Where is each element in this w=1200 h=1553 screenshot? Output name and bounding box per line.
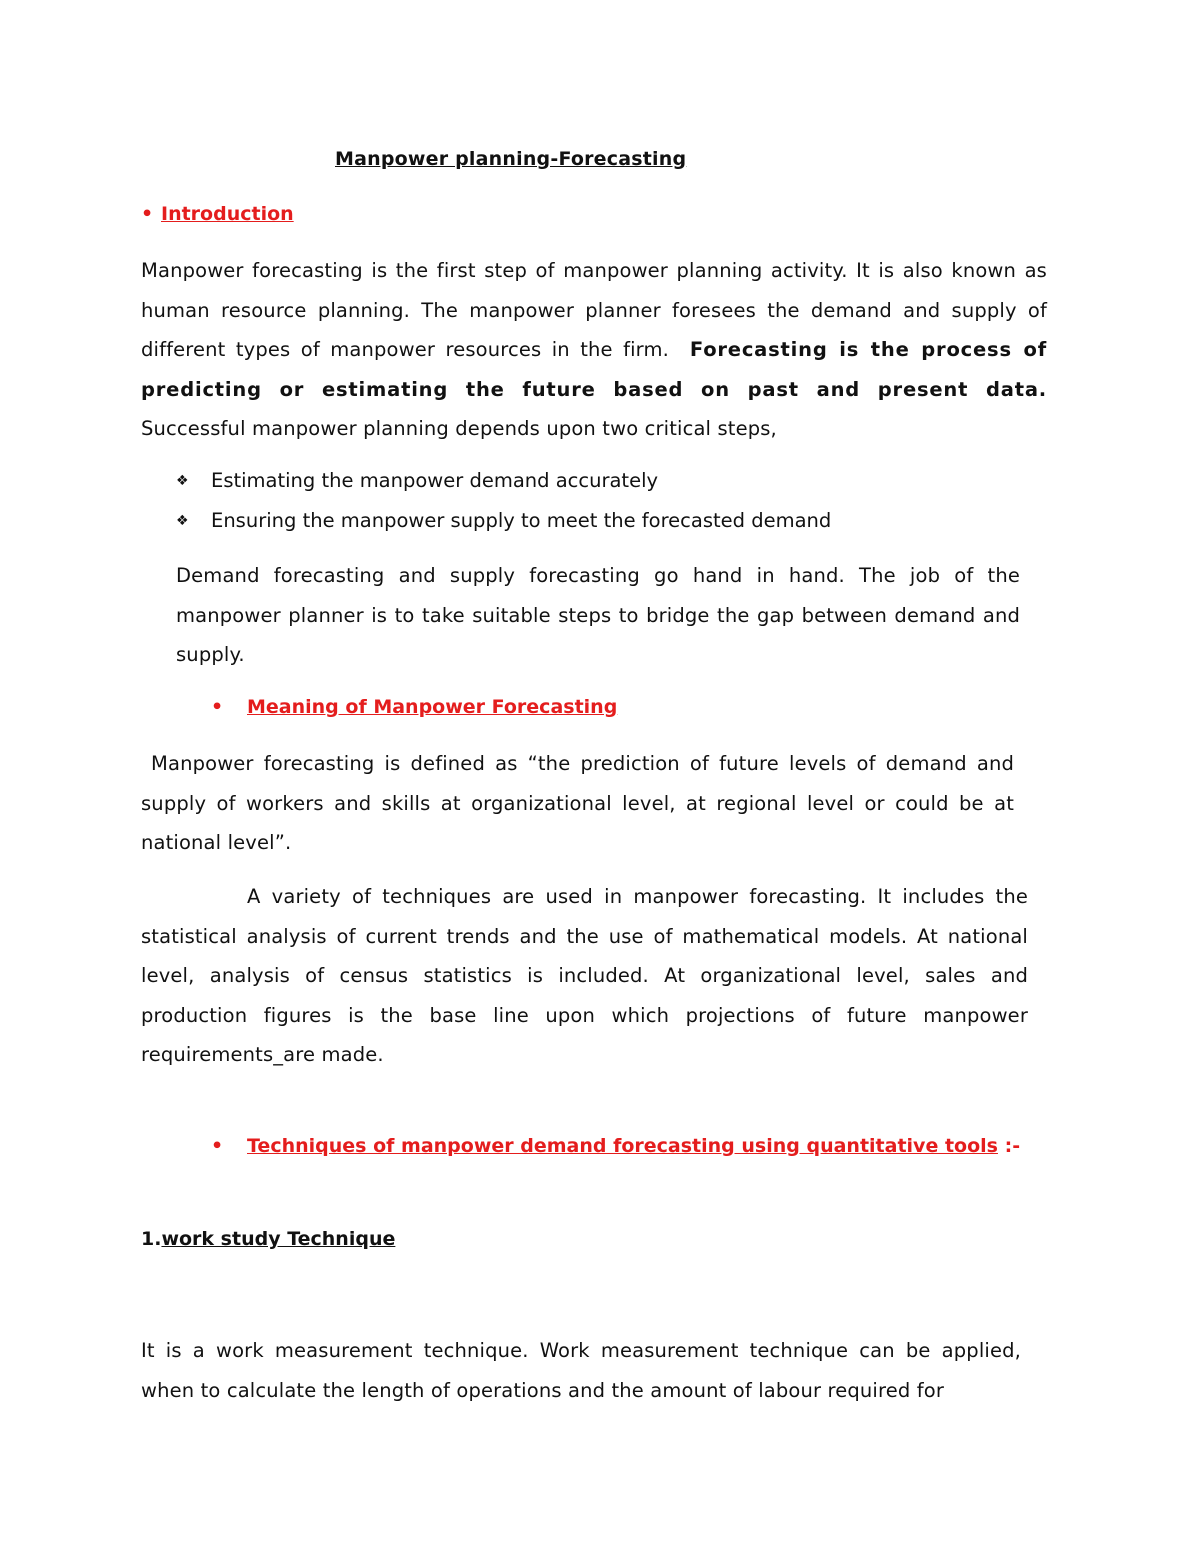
red-bullet-icon: • [211, 696, 224, 718]
step-text: Ensuring the manpower supply to meet the forecasted demand [211, 509, 832, 532]
introduction-heading-row [141, 203, 294, 225]
introduction-paragraph [141, 251, 1047, 449]
introduction-text-continued: Successful manpower planning depends upon two critical steps, [141, 417, 777, 440]
forecasting-definition-bold: Forecasting is the process of predicting or estimating the future based on past and present data. [141, 338, 1047, 401]
red-bullet-icon: • [141, 203, 154, 225]
work-study-heading [141, 1228, 395, 1250]
step-text: Estimating the manpower demand accurately [211, 469, 659, 492]
document-title: Manpower planning-Forecasting [335, 148, 687, 170]
four-diamond-bullet-icon: ❖ [176, 513, 189, 529]
demand-supply-paragraph: Demand forecasting and supply forecasting go hand in hand. The job of the manpower planner is to take suitable steps to bridge the gap between demand and supply. [176, 564, 1020, 666]
work-study-paragraph: It is a work measurement technique. Work measurement technique can be applied, when to calculate the length of operations and the amount of labour required for [141, 1339, 1021, 1402]
list-item [176, 509, 831, 532]
list-item [176, 469, 658, 492]
meaning-paragraph-1: Manpower forecasting is defined as “the prediction of future levels of demand and supply of workers and skills at organizational level, at regional level or could be at national level”. [141, 752, 1014, 854]
meaning-paragraph-2: A variety of techniques are used in manpower forecasting. It includes the statistical analysis of current trends and the use of mathematical models. At national level, analysis of census statistics is included. At organizational level, sales and production figures is the base line upon which projections of future manpower requirements_are made. [141, 885, 1028, 1066]
meaning-heading-row [211, 696, 617, 718]
techniques-heading-row [211, 1135, 1020, 1157]
introduction-heading: Introduction [161, 203, 294, 225]
work-study-number: 1. [141, 1228, 162, 1250]
meaning-heading: Meaning of Manpower Forecasting [247, 696, 618, 718]
four-diamond-bullet-icon: ❖ [176, 473, 189, 489]
work-study-title: work study Technique [161, 1228, 396, 1250]
introduction-text: Manpower forecasting is the first step of manpower planning activity. It is also known as human resource planning. The manpower planner foresees the demand and supply of different types of manpower resources in the firm. [141, 259, 1047, 361]
red-bullet-icon: • [211, 1135, 224, 1157]
techniques-heading-suffix: :- [1004, 1135, 1021, 1157]
techniques-heading: Techniques of manpower demand forecasting using quantitative tools [247, 1135, 998, 1157]
